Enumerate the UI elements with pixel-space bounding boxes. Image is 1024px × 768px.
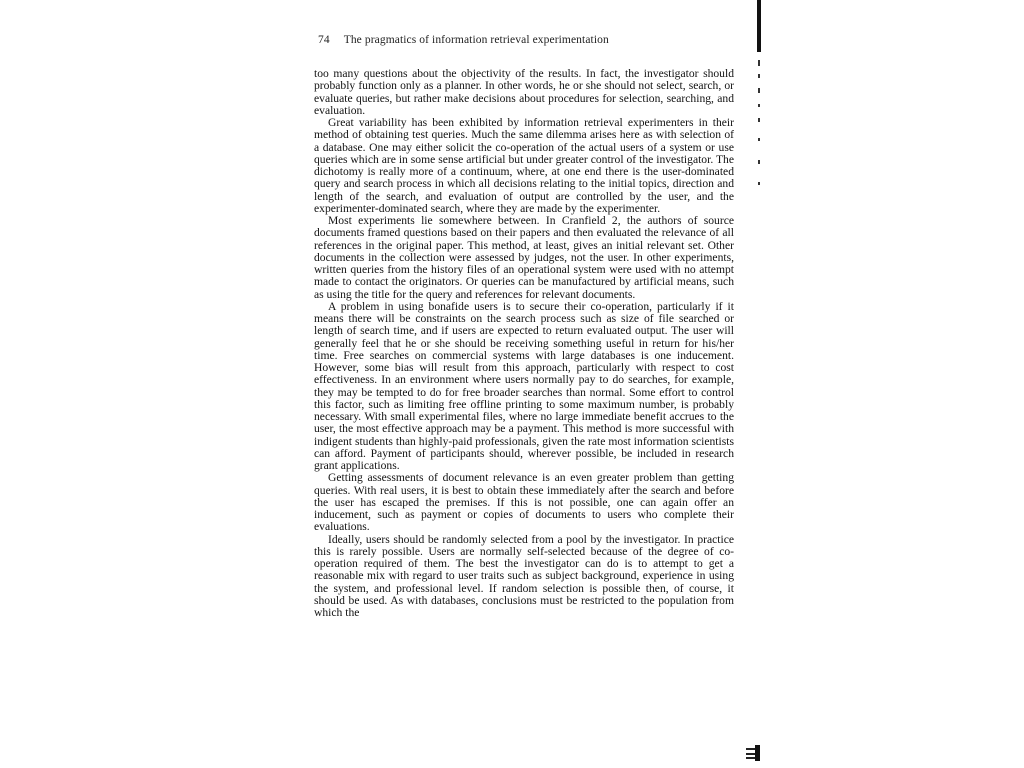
scan-edge-mark bbox=[758, 104, 760, 107]
scan-edge-mark bbox=[758, 182, 760, 185]
scan-edge-mark bbox=[758, 60, 760, 66]
page-number: 74 bbox=[318, 34, 330, 46]
running-header bbox=[318, 34, 738, 46]
paragraph: too many questions about the objectivity of the results. In fact, the investigator should probably function only as a planner. In other words, he or she should not select, search, or evaluate queries, but rather make decisions about procedures for selection, searching, and evaluation. bbox=[314, 67, 734, 117]
paragraph: Great variability has been exhibited by information retrieval experimenters in their method of obtaining test queries. Much the same dilemma arises here as with selection of a database. One may either solicit the co-operation of the actual users of a system or use queries which are in some sense artificial but under greater control of the investigator. The dichotomy is really more of a continuum, where, at one end there is the user-dominated query and search process in which all decisions relating to the initial topics, direction and length of the search, and evaluation of output are controlled by the user, and the experimenter-dominated search, where they are made by the experimenter. bbox=[314, 116, 734, 215]
paragraph: Most experiments lie somewhere between. In Cranfield 2, the authors of source documents framed questions based on their papers and then evaluated the relevance of all references in the original paper. This method, at least, gives an initial relevant set. Other documents in the collection were assessed by judges, not the user. In other experiments, written queries from the history files of an operational system were used with no attempt made to contact the originators. Or queries can be manufactured by artificial means, such as using the title for the query and references for relevant documents. bbox=[314, 214, 734, 301]
scan-edge-mark bbox=[758, 160, 760, 164]
scan-corner-mark bbox=[744, 745, 760, 761]
paragraph: A problem in using bonafide users is to secure their co-operation, particularly if it means there will be constraints on the search process such as size of file searched or length of search time, and if users are expected to return evaluated output. The user will generally feel that he or she should be receiving something useful in return for his/her time. Free searches on commercial systems with large databases is one inducement. However, some bias will result from this approach, particularly with respect to cost effectiveness. In an environment where users normally pay to do searches, for example, they may be tempted to do for free broader searches than normal. Some effort to control this factor, such as limiting free offline printing to some maximum number, is probably necessary. With small experimental files, where no large immediate benefit accrues to the user, the most effective approach may be a payment. This method is more successful with indigent students than highly-paid professionals, given the rate most information scientists can afford. Payment of participants should, wherever possible, be included in research grant applications. bbox=[314, 299, 734, 472]
scan-edge-mark bbox=[758, 138, 760, 141]
body-text bbox=[314, 68, 734, 619]
paragraph: Ideally, users should be randomly selected from a pool by the investigator. In practice this is rarely possible. Users are normally self-selected because of the degree of co-operation required of them. The best the investigator can do is to attempt to get a reasonable mix with regard to user traits such as subject background, experience in using the system, and professional level. If random selection is possible then, of course, it should be used. As with databases, conclusions must be restricted to the population from which the bbox=[314, 532, 734, 619]
scan-edge-mark bbox=[758, 74, 760, 78]
scan-edge-mark bbox=[758, 118, 760, 122]
scan-edge-mark bbox=[758, 88, 760, 93]
scan-edge-bar bbox=[757, 0, 761, 52]
running-title: The pragmatics of information retrieval experimentation bbox=[343, 34, 609, 46]
paragraph: Getting assessments of document relevance is an even greater problem than getting queries. With real users, it is best to obtain these immediately after the search and before the user has escaped the premises. If this is not possible, one can again offer an inducement, such as payment or copies of documents to users who complete their evaluations. bbox=[314, 471, 734, 534]
